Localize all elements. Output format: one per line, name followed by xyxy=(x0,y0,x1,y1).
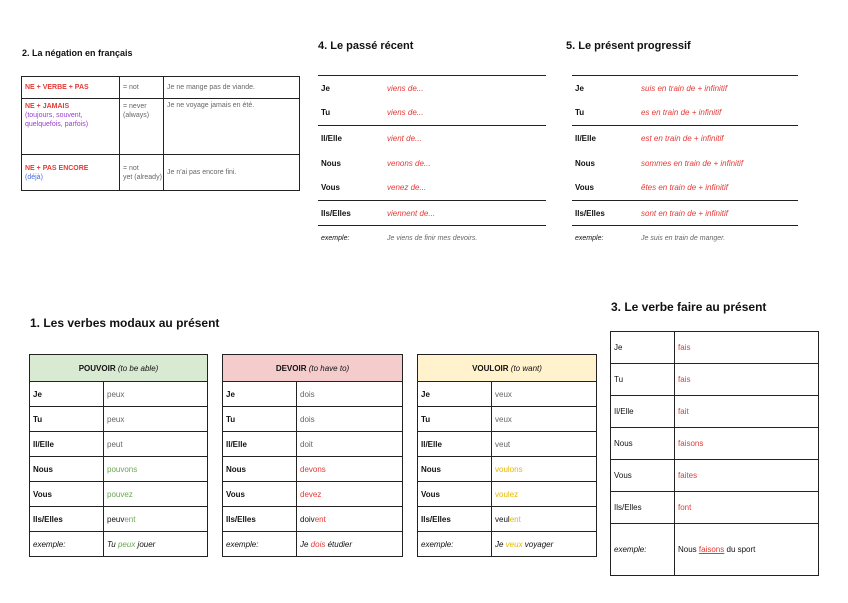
modaux-title: 1. Les verbes modaux au présent xyxy=(30,316,220,330)
present-progressif-pronoun: Tu xyxy=(575,108,585,118)
pouvoir-example-row xyxy=(30,532,208,557)
faire-title: 3. Le verbe faire au présent xyxy=(611,300,767,314)
present-progressif-verb: êtes en train de + infinitif xyxy=(641,183,728,193)
pouvoir-pronoun: Tu xyxy=(30,407,104,432)
passe-recent-verb: viens de... xyxy=(384,76,546,101)
faire-row xyxy=(611,332,819,364)
vouloir-header-verb: VOULOIR xyxy=(472,363,509,373)
vouloir-form xyxy=(492,507,597,532)
faire-example-verb: faisons xyxy=(698,545,725,554)
passe-recent-title: 4. Le passé récent xyxy=(318,40,414,52)
passe-recent-row xyxy=(318,101,546,126)
negation-example: Je ne mange pas de viande. xyxy=(164,77,300,99)
devoir-pronoun: Vous xyxy=(223,482,297,507)
pouvoir-form xyxy=(104,432,208,457)
present-progressif-title: 5. Le présent progressif xyxy=(566,40,691,52)
vouloir-row xyxy=(418,507,597,532)
pouvoir-header-gloss: (to be able) xyxy=(117,363,159,373)
vouloir-example-verb: veux xyxy=(505,539,523,549)
pouvoir-header xyxy=(30,355,208,382)
vouloir-form xyxy=(492,432,597,457)
pouvoir-form xyxy=(104,382,208,407)
negation-meaning: = not yet (already) xyxy=(120,155,164,191)
pouvoir-pronoun: Je xyxy=(30,382,104,407)
negation-row xyxy=(22,155,300,191)
faire-example-row xyxy=(611,524,819,576)
vouloir-header xyxy=(418,355,597,382)
devoir-row xyxy=(223,507,403,532)
vouloir-row xyxy=(418,432,597,457)
devoir-form xyxy=(297,482,403,507)
present-progressif-row xyxy=(572,101,798,126)
faire-pronoun: Il/Elle xyxy=(611,396,675,428)
vouloir-form-ending: voulez xyxy=(495,489,519,499)
vouloir-form xyxy=(492,482,597,507)
pouvoir-form-ending: pouvez xyxy=(107,489,133,499)
passe-recent-pronoun: exemple: xyxy=(318,226,384,251)
faire-verb: faites xyxy=(675,460,819,492)
devoir-row xyxy=(223,432,403,457)
passe-recent-row xyxy=(318,76,546,101)
passe-recent-verb: venez de... xyxy=(387,183,427,193)
present-progressif-verb: es en train de + infinitif xyxy=(641,108,722,118)
devoir-header xyxy=(223,355,403,382)
faire-row xyxy=(611,364,819,396)
faire-row xyxy=(611,460,819,492)
pouvoir-row xyxy=(30,407,208,432)
present-progressif-pronoun: Vous xyxy=(575,183,594,193)
present-progressif-verb: suis en train de + infinitif xyxy=(638,76,798,101)
devoir-form-ending: devons xyxy=(300,464,326,474)
faire-pronoun: Je xyxy=(611,332,675,364)
pouvoir-form-stem: peuv xyxy=(107,514,125,524)
devoir-form-ending: devez xyxy=(300,489,322,499)
devoir-header-gloss: (to have to) xyxy=(308,363,350,373)
vouloir-form xyxy=(492,407,597,432)
devoir-pronoun: Il/Elle xyxy=(223,432,297,457)
negation-meaning: = not xyxy=(120,77,164,99)
vouloir-row xyxy=(418,457,597,482)
negation-expr: NE + JAMAIS (toujours, souvent, quelquefois, parfois) xyxy=(22,99,120,155)
pouvoir-example-label: exemple: xyxy=(30,532,104,557)
vouloir-example-row xyxy=(418,532,597,557)
vouloir-form-ending: voulons xyxy=(495,464,523,474)
devoir-example-label: exemple: xyxy=(223,532,297,557)
devoir-example: Je dois étudier xyxy=(297,532,403,557)
vouloir-form-ending: veut xyxy=(495,439,511,449)
present-progressif-table xyxy=(572,75,798,251)
passe-recent-pronoun: Nous xyxy=(321,158,341,168)
faire-row xyxy=(611,396,819,428)
faire-verb: fait xyxy=(675,396,819,428)
passe-recent-verb: viens de... xyxy=(387,108,424,118)
vouloir-pronoun: Il/Elle xyxy=(418,432,492,457)
devoir-form-stem: doiv xyxy=(300,514,315,524)
devoir-pronoun: Tu xyxy=(223,407,297,432)
present-progressif-verb: est en train de + infinitif xyxy=(638,126,798,151)
negation-example: Je n'ai pas encore fini. xyxy=(164,155,300,191)
vouloir-row xyxy=(418,407,597,432)
vouloir-pronoun: Ils/Elles xyxy=(418,507,492,532)
pouvoir-form xyxy=(104,482,208,507)
pouvoir-row xyxy=(30,482,208,507)
devoir-form xyxy=(297,382,403,407)
faire-pronoun: Vous xyxy=(611,460,675,492)
vouloir-pronoun: Vous xyxy=(418,482,492,507)
pouvoir-row xyxy=(30,432,208,457)
faire-verb: fais xyxy=(675,332,819,364)
devoir-form xyxy=(297,507,403,532)
devoir-row xyxy=(223,382,403,407)
vouloir-form-ending: veux xyxy=(495,414,512,424)
faire-verb: font xyxy=(675,492,819,524)
passe-recent-row xyxy=(318,201,546,226)
pouvoir-form-ending: ent xyxy=(124,514,136,524)
devoir-pronoun: Nous xyxy=(223,457,297,482)
devoir-form-ending: dois xyxy=(300,414,315,424)
devoir-header-row xyxy=(223,355,403,382)
present-progressif-row xyxy=(572,126,798,151)
pouvoir-table xyxy=(29,354,208,557)
passe-recent-row xyxy=(318,226,546,251)
pouvoir-pronoun: Vous xyxy=(30,482,104,507)
pouvoir-form-ending: peux xyxy=(107,414,125,424)
present-progressif-pronoun: Ils/Elles xyxy=(572,201,638,226)
vouloir-table xyxy=(417,354,597,557)
pouvoir-example-verb: peux xyxy=(117,539,136,549)
vouloir-form xyxy=(492,457,597,482)
negation-row xyxy=(22,99,300,155)
present-progressif-pronoun: Il/Elle xyxy=(572,126,638,151)
vouloir-pronoun: Je xyxy=(418,382,492,407)
devoir-row xyxy=(223,407,403,432)
faire-row xyxy=(611,428,819,460)
devoir-example-verb: dois xyxy=(310,539,326,549)
pouvoir-header-verb: POUVOIR xyxy=(78,363,116,373)
devoir-form-ending: doit xyxy=(300,439,313,449)
pouvoir-form-ending: pouvons xyxy=(107,464,138,474)
present-progressif-row xyxy=(572,201,798,226)
vouloir-row xyxy=(418,482,597,507)
faire-pronoun: Tu xyxy=(611,364,675,396)
pouvoir-pronoun: Ils/Elles xyxy=(30,507,104,532)
present-progressif-pronoun: Nous xyxy=(575,158,595,168)
devoir-form xyxy=(297,407,403,432)
passe-recent-verb: viennent de... xyxy=(384,201,546,226)
pouvoir-form-ending: peux xyxy=(107,389,125,399)
passe-recent-verb: venons de... xyxy=(387,158,431,168)
devoir-row xyxy=(223,482,403,507)
present-progressif-verb: sont en train de + infinitif xyxy=(638,201,798,226)
faire-row xyxy=(611,492,819,524)
pouvoir-row xyxy=(30,382,208,407)
pouvoir-example: Tu peux jouer xyxy=(104,532,208,557)
passe-recent-pronoun: Tu xyxy=(321,108,331,118)
vouloir-header-gloss: (to want) xyxy=(510,363,542,373)
vouloir-row xyxy=(418,382,597,407)
passe-recent-pronoun: Vous xyxy=(321,183,340,193)
faire-pronoun: Nous xyxy=(611,428,675,460)
passe-recent-table xyxy=(318,75,546,251)
vouloir-form-ending: veux xyxy=(495,389,512,399)
negation-row xyxy=(22,77,300,99)
vouloir-pronoun: Tu xyxy=(418,407,492,432)
present-progressif-row xyxy=(572,76,798,101)
present-progressif-row xyxy=(572,226,798,251)
faire-table xyxy=(610,331,819,576)
pouvoir-form xyxy=(104,457,208,482)
passe-recent-pronoun: Ils/Elles xyxy=(318,201,384,226)
devoir-row xyxy=(223,457,403,482)
present-progressif-row xyxy=(572,151,798,176)
devoir-form xyxy=(297,432,403,457)
passe-recent-row xyxy=(318,176,546,201)
faire-example-label: exemple: xyxy=(611,524,675,576)
negation-title: 2. La négation en français xyxy=(22,48,133,58)
devoir-header-verb: DEVOIR xyxy=(275,363,307,373)
pouvoir-pronoun: Il/Elle xyxy=(30,432,104,457)
devoir-form-ending: dois xyxy=(300,389,315,399)
pouvoir-pronoun: Nous xyxy=(30,457,104,482)
pouvoir-form xyxy=(104,407,208,432)
pouvoir-form xyxy=(104,507,208,532)
devoir-pronoun: Je xyxy=(223,382,297,407)
pouvoir-form-ending: peut xyxy=(107,439,123,449)
pouvoir-row xyxy=(30,507,208,532)
passe-recent-row xyxy=(318,151,546,176)
negation-meaning: = never (always) xyxy=(120,99,164,155)
faire-verb: fais xyxy=(675,364,819,396)
present-progressif-pronoun: exemple: xyxy=(572,226,638,251)
present-progressif-verb: sommes en train de + infinitif xyxy=(641,158,744,168)
passe-recent-row xyxy=(318,126,546,151)
vouloir-form xyxy=(492,382,597,407)
negation-example: Je ne voyage jamais en été. xyxy=(164,99,300,155)
present-progressif-pronoun: Je xyxy=(572,76,638,101)
faire-pronoun: Ils/Elles xyxy=(611,492,675,524)
vouloir-pronoun: Nous xyxy=(418,457,492,482)
faire-example: Nous faisons du sport xyxy=(675,524,819,576)
passe-recent-pronoun: Il/Elle xyxy=(318,126,384,151)
devoir-table xyxy=(222,354,403,557)
present-progressif-row xyxy=(572,176,798,201)
vouloir-form-ending: ent xyxy=(509,514,521,524)
pouvoir-header-row xyxy=(30,355,208,382)
passe-recent-verb: Je viens de finir mes devoirs. xyxy=(384,226,546,251)
vouloir-example: Je veux voyager xyxy=(492,532,597,557)
vouloir-example-label: exemple: xyxy=(418,532,492,557)
negation-table xyxy=(21,76,300,191)
vouloir-header-row xyxy=(418,355,597,382)
negation-expr: NE + PAS ENCORE (déjà) xyxy=(22,155,120,191)
passe-recent-verb: vient de... xyxy=(384,126,546,151)
devoir-form xyxy=(297,457,403,482)
devoir-form-ending: ent xyxy=(314,514,326,524)
passe-recent-pronoun: Je xyxy=(318,76,384,101)
devoir-example-row xyxy=(223,532,403,557)
devoir-pronoun: Ils/Elles xyxy=(223,507,297,532)
pouvoir-row xyxy=(30,457,208,482)
present-progressif-verb: Je suis en train de manger. xyxy=(638,226,798,251)
faire-verb: faisons xyxy=(675,428,819,460)
vouloir-form-stem: veul xyxy=(495,514,510,524)
negation-expr: NE + VERBE + PAS xyxy=(22,77,120,99)
